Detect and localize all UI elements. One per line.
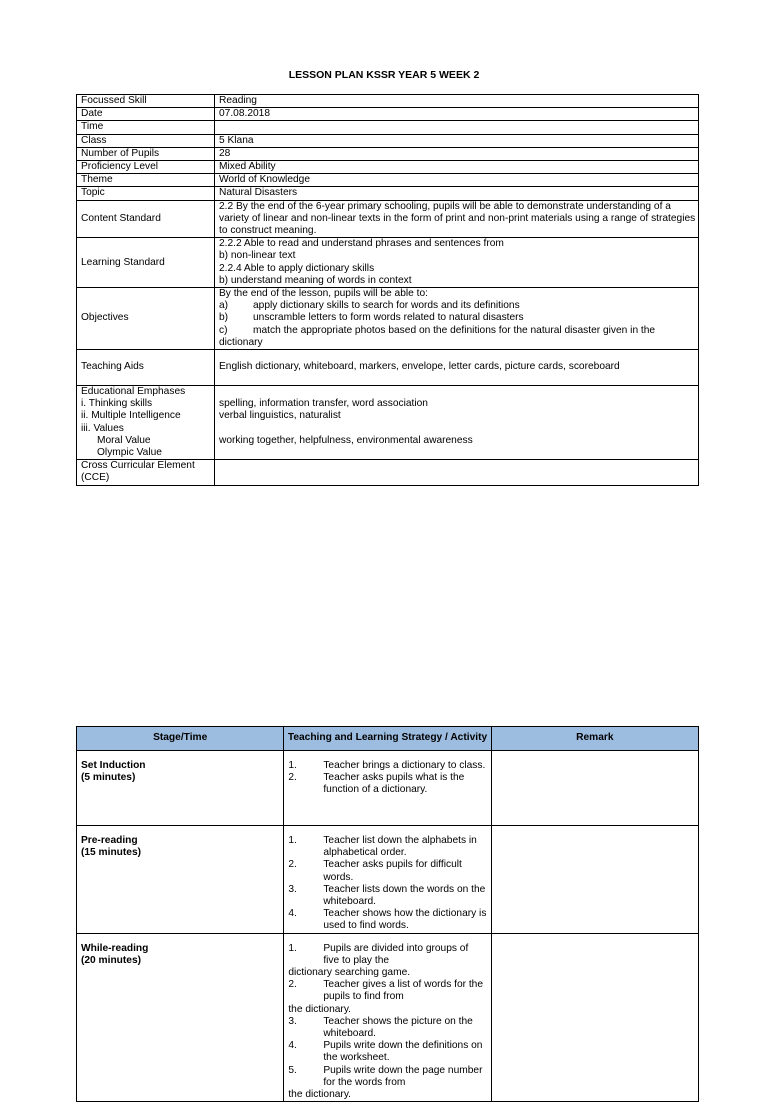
cce-label-line1: Cross Curricular Element	[81, 460, 195, 472]
row-time	[77, 121, 699, 134]
step	[288, 1016, 486, 1040]
remark-cell	[491, 751, 698, 826]
step	[288, 1040, 486, 1064]
activity-table	[76, 726, 699, 1102]
stage-time: (15 minutes)	[81, 847, 142, 859]
objective-text: apply dictionary skills to search for words and its definitions	[253, 300, 520, 312]
step	[288, 835, 486, 859]
objective-item	[219, 312, 698, 324]
strategy-cell	[284, 751, 491, 826]
value-proficiency-level: Mixed Ability	[215, 161, 699, 174]
objective-key: b)	[219, 312, 229, 324]
row-class	[77, 134, 699, 147]
objective-key: c)	[219, 324, 228, 336]
step-continuation: dictionary searching game.	[288, 967, 411, 979]
step	[288, 1065, 486, 1089]
row-theme	[77, 174, 699, 187]
objective-item	[219, 300, 698, 312]
strategy-cell	[284, 933, 491, 1102]
activity-header-row	[77, 727, 699, 751]
label-proficiency-level: Proficiency Level	[77, 161, 215, 174]
stage-time: (5 minutes)	[81, 772, 136, 784]
learning-standard-line: b) non-linear text	[219, 250, 296, 262]
olympic-value-label: Olympic Value	[97, 447, 162, 459]
spacer-line	[219, 447, 698, 459]
row-teaching-aids	[77, 350, 699, 386]
step-text: Teacher shows the picture on the whiteboard.	[323, 1015, 473, 1040]
step-number: 1.	[288, 760, 297, 771]
label-theme: Theme	[77, 174, 215, 187]
strategy-cell	[284, 826, 491, 934]
stage-name: Set Induction	[81, 760, 146, 771]
header-remark: Remark	[491, 727, 698, 751]
value-educational-emphases	[215, 386, 699, 460]
row-topic	[77, 187, 699, 200]
value-teaching-aids: English dictionary, whiteboard, markers, envelope, letter cards, picture cards, scoreboard	[215, 350, 699, 386]
step	[288, 884, 486, 908]
objective-text: unscramble letters to form words related to natural disasters	[253, 312, 524, 324]
step-text: Teacher list down the alphabets in alphabetical order.	[323, 835, 477, 859]
label-learning-standard: Learning Standard	[77, 238, 215, 288]
label-content-standard: Content Standard	[77, 200, 215, 238]
row-focussed-skill	[77, 95, 699, 108]
value-focussed-skill: Reading	[215, 95, 699, 108]
step-continuation: the dictionary.	[288, 1089, 351, 1101]
step-number: 4.	[288, 1040, 297, 1052]
label-cce	[77, 460, 215, 485]
row-number-of-pupils	[77, 147, 699, 160]
moral-value-value: working together, helpfulness, environmental awareness	[219, 434, 473, 446]
value-theme: World of Knowledge	[215, 174, 699, 187]
value-number-of-pupils: 28	[215, 147, 699, 160]
header-strategy: Teaching and Learning Strategy / Activity	[284, 727, 491, 751]
step-number: 3.	[288, 1015, 297, 1027]
step-text: Pupils are divided into groups of five to play the	[323, 942, 469, 966]
step-text: Teacher lists down the words on the whiteboard.	[323, 883, 486, 908]
header-stage-time: Stage/Time	[77, 727, 284, 751]
step	[288, 979, 486, 1003]
value-cce	[215, 460, 699, 485]
step	[288, 859, 486, 883]
activity-row-pre-reading	[77, 826, 699, 934]
label-number-of-pupils: Number of Pupils	[77, 147, 215, 160]
step-number: 2.	[288, 979, 297, 991]
learning-standard-line: b) understand meaning of words in context	[219, 274, 412, 286]
learning-standard-line: 2.2.4 Able to apply dictionary skills	[219, 262, 375, 274]
step-number: 1.	[288, 835, 297, 846]
label-class: Class	[77, 134, 215, 147]
moral-value-label: Moral Value	[97, 434, 151, 446]
spacer-line	[219, 423, 698, 435]
label-teaching-aids: Teaching Aids	[77, 350, 215, 386]
label-time: Time	[77, 121, 215, 134]
label-topic: Topic	[77, 187, 215, 200]
row-proficiency-level	[77, 161, 699, 174]
row-date	[77, 108, 699, 121]
multiple-intelligence-value: verbal linguistics, naturalist	[219, 410, 341, 422]
value-learning-standard	[215, 238, 699, 288]
step-number: 4.	[288, 908, 297, 920]
row-cce	[77, 460, 699, 485]
step-number: 3.	[288, 883, 297, 895]
stage-name: While-reading	[81, 942, 149, 954]
stage-time: (20 minutes)	[81, 954, 142, 966]
step	[288, 943, 486, 967]
remark-cell	[491, 826, 698, 934]
value-objectives	[215, 288, 699, 350]
document-title: LESSON PLAN KSSR YEAR 5 WEEK 2	[288, 69, 480, 81]
spacer-line	[219, 386, 698, 398]
stage-cell	[77, 751, 284, 826]
step-continuation: the dictionary.	[288, 1003, 351, 1015]
row-educational-emphases	[77, 386, 699, 460]
value-date: 07.08.2018	[215, 108, 699, 121]
step-text: Pupils write down the page number for the words from	[323, 1064, 483, 1088]
objectives-tail: dictionary	[219, 336, 263, 348]
value-topic: Natural Disasters	[215, 187, 699, 200]
activity-row-while-reading	[77, 933, 699, 1102]
label-objectives: Objectives	[77, 288, 215, 350]
row-learning-standard	[77, 238, 699, 288]
thinking-skills-label: i. Thinking skills	[81, 398, 153, 410]
step-text: Teacher asks pupils for difficult words.	[323, 859, 462, 883]
thinking-skills-value: spelling, information transfer, word association	[219, 398, 428, 410]
value-class: 5 Klana	[215, 134, 699, 147]
remark-cell	[491, 933, 698, 1102]
objectives-intro: By the end of the lesson, pupils will be able to:	[219, 288, 428, 300]
step-text: Teacher brings a dictionary to class.	[323, 760, 486, 771]
stage-cell	[77, 826, 284, 934]
value-time	[215, 121, 699, 134]
objective-text: match the appropriate photos based on the definitions for the natural disaster given in the	[253, 324, 656, 336]
step	[288, 908, 486, 932]
multiple-intelligence-label: ii. Multiple Intelligence	[81, 410, 181, 422]
learning-standard-line: 2.2.2 Able to read and understand phrases and sentences from	[219, 238, 504, 250]
objective-key: a)	[219, 300, 229, 312]
step	[288, 760, 486, 772]
step-number: 2.	[288, 859, 297, 871]
values-label: iii. Values	[81, 422, 124, 434]
value-content-standard: 2.2 By the end of the 6-year primary schooling, pupils will be able to demonstrate understanding of a variety of linear and non-linear texts in the form of print and non-print materials using a range of strategies to construct meaning.	[215, 200, 699, 238]
step-number: 2.	[288, 772, 297, 784]
step-number: 5.	[288, 1064, 297, 1076]
educational-emphases-heading: Educational Emphases	[81, 386, 186, 398]
stage-name: Pre-reading	[81, 835, 138, 846]
step-text: Pupils write down the definitions on the worksheet.	[323, 1040, 483, 1064]
lesson-plan-table	[76, 94, 699, 486]
label-educational-emphases	[77, 386, 215, 460]
cce-label-line2: (CCE)	[81, 472, 110, 484]
step-text: Teacher gives a list of words for the pupils to find from	[323, 979, 484, 1003]
row-content-standard	[77, 200, 699, 238]
label-focussed-skill: Focussed Skill	[77, 95, 215, 108]
label-date: Date	[77, 108, 215, 121]
objective-item	[219, 325, 698, 337]
row-objectives	[77, 288, 699, 350]
step	[288, 772, 486, 796]
step-text: Teacher asks pupils what is the function of a dictionary.	[323, 772, 465, 796]
activity-row-set-induction	[77, 751, 699, 826]
step-text: Teacher shows how the dictionary is used to find words.	[323, 908, 487, 932]
stage-cell	[77, 933, 284, 1102]
step-number: 1.	[288, 942, 297, 954]
